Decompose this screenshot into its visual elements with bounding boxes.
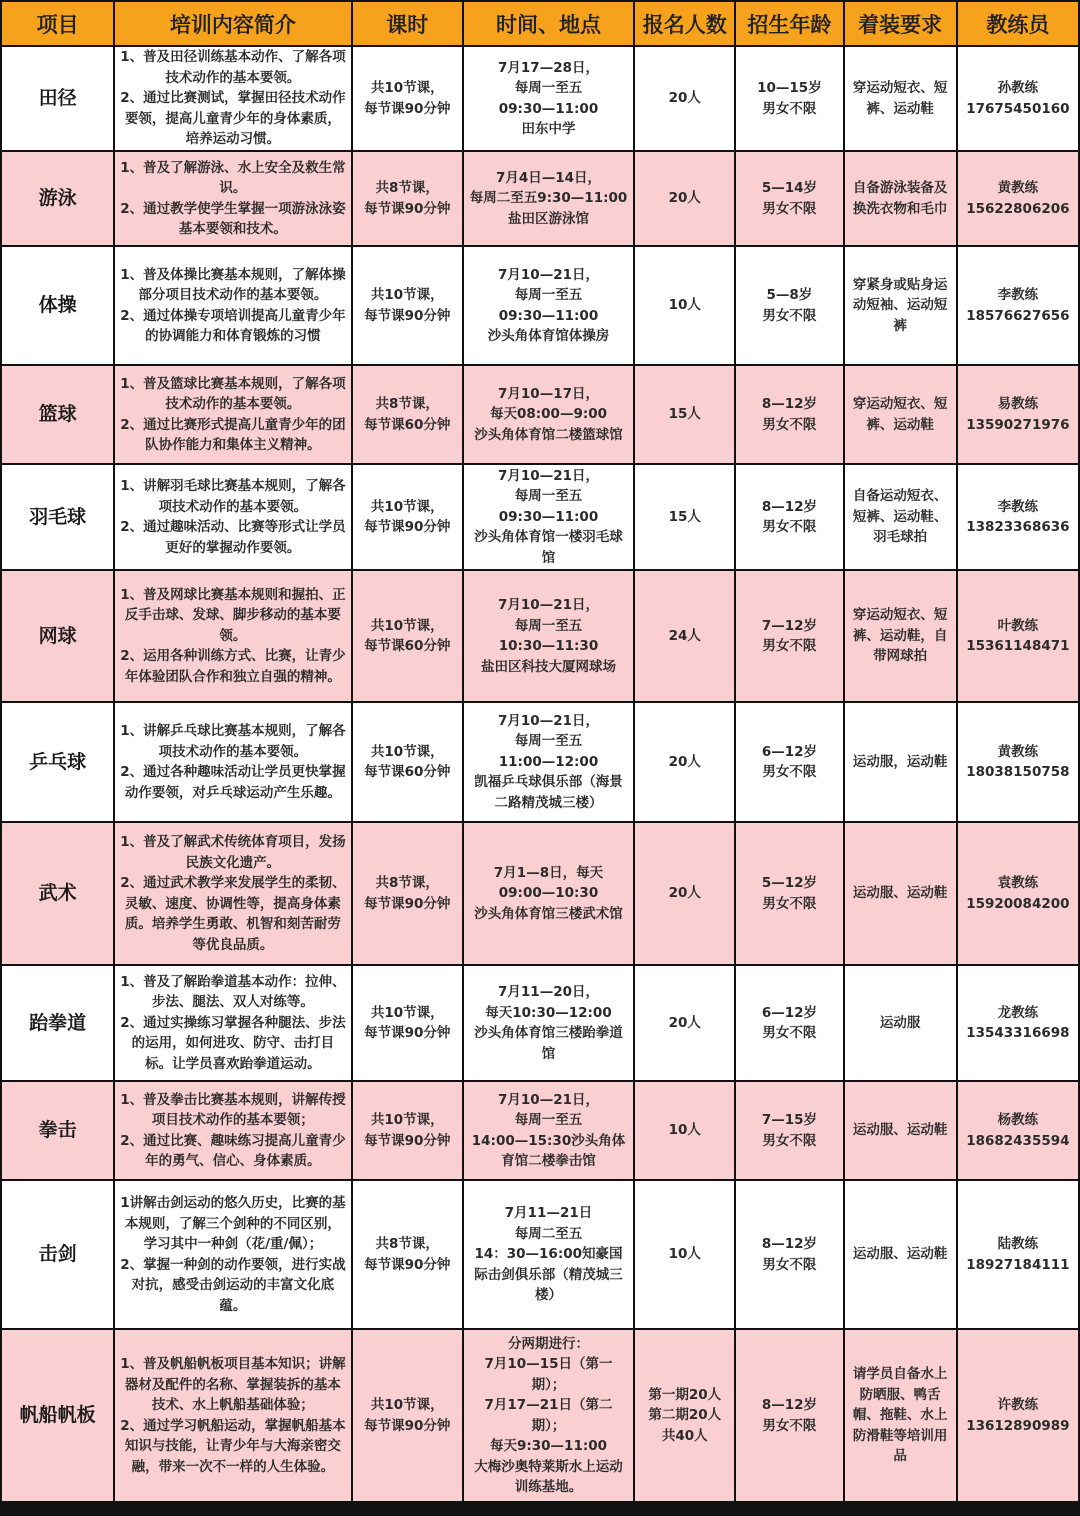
table-row (2, 1181, 1078, 1328)
coach-cell-line: 18038150758 (966, 764, 1070, 780)
time-place-cell-line: 沙头角体育馆二楼篮球馆 (474, 426, 623, 443)
enroll-cell (635, 703, 734, 821)
time-place-cell (464, 571, 633, 701)
time-place-cell (464, 465, 633, 569)
age-cell-line: 5—8岁 (766, 287, 813, 303)
project-cell: 游泳 (2, 152, 113, 245)
coach-cell-line: 黄教练 (997, 180, 1039, 196)
time-place-cell (464, 247, 633, 364)
time-place-cell (464, 703, 633, 821)
age-cell-line: 男女不限 (762, 100, 817, 117)
dress-cell (845, 366, 956, 463)
time-place-cell-line: 7月10—21日， (498, 597, 599, 613)
hours-cell (353, 366, 462, 463)
project-cell: 体操 (2, 247, 113, 364)
coach-cell-line: 18927184111 (966, 1256, 1070, 1273)
age-cell-line: 6—12岁 (761, 743, 818, 760)
enroll-cell (635, 152, 734, 245)
coach-cell (958, 152, 1078, 245)
time-place-cell (464, 1082, 633, 1179)
intro-cell-line: 1讲解击剑运动的悠久历史，比赛的基本规则，了解三个剑种的不同区别，学习其中一种剑（花/重/佩）； (120, 1195, 346, 1252)
header-hours: 课时 (353, 2, 462, 45)
hours-cell (353, 465, 462, 569)
project-cell: 乒乓球 (2, 703, 113, 821)
dress-cell (845, 152, 956, 245)
time-place-cell-line: 7月10—17日， (498, 385, 599, 402)
hours-cell-line: 共8节课， (375, 396, 439, 412)
dress-cell (845, 571, 956, 701)
time-place-cell-line: 7月17—21日（第二期）； (484, 1397, 613, 1434)
time-place-cell-line: 田东中学 (521, 121, 576, 137)
coach-cell-line: 杨教练 (997, 1112, 1039, 1128)
age-cell-line: 5—12岁 (761, 875, 818, 891)
time-place-cell (464, 366, 633, 463)
header-enroll: 报名人数 (635, 2, 734, 45)
enroll-cell-line: 第二期20人 (648, 1407, 722, 1424)
intro-cell-line: 2、掌握一种剑的动作要领，进行实战对抗，感受击剑运动的丰富文化底蕴。 (120, 1256, 346, 1314)
time-place-cell-line: 每周一至五 (514, 1112, 583, 1128)
age-cell (736, 703, 842, 821)
time-place-cell-line: 每天08:00—9:00 (489, 406, 608, 423)
coach-cell (958, 1181, 1078, 1328)
enroll-cell-line: 15人 (668, 406, 701, 423)
hours-cell (353, 1330, 462, 1501)
hours-cell-line: 共10节课， (370, 1112, 444, 1128)
coach-cell-line: 叶教练 (997, 617, 1039, 634)
intro-cell (115, 152, 350, 245)
intro-cell (115, 366, 350, 463)
coach-cell-line: 17675450160 (966, 100, 1070, 117)
time-place-cell-line: 大梅沙奥特莱斯水上运动训练基地。 (474, 1458, 623, 1495)
hours-cell (353, 47, 462, 150)
dress-cell-line: 运动服、运动鞋 (852, 885, 948, 902)
coach-cell-line: 15920084200 (966, 895, 1070, 912)
coach-cell-line: 13612890989 (966, 1417, 1070, 1434)
dress-cell (845, 1181, 956, 1328)
dress-cell-line: 穿运动短衣、短裤、运动鞋 (852, 396, 948, 433)
dress-cell-line: 穿紧身或贴身运动短袖、运动短裤 (852, 276, 948, 334)
intro-cell (115, 465, 350, 569)
project-cell: 拳击 (2, 1082, 113, 1179)
coach-cell-line: 龙教练 (997, 1004, 1039, 1021)
hours-cell-line: 共10节课， (370, 1397, 444, 1413)
intro-cell-line: 1、讲解乒乓球比赛基本规则，了解各项技术动作的基本要领。 (120, 723, 346, 760)
coach-cell-line: 18682435594 (966, 1132, 1070, 1149)
intro-cell-line: 1、普及了解跆拳道基本动作：拉伸、步法、腿法、双人对练等。 (120, 973, 346, 1011)
enroll-cell-line: 24人 (668, 627, 701, 644)
table-row (2, 152, 1078, 245)
intro-cell-line: 1、普及了解游泳、水上安全及救生常识。 (120, 159, 346, 196)
dress-cell (845, 703, 956, 821)
age-cell-line: 男女不限 (762, 1417, 817, 1434)
coach-cell (958, 247, 1078, 364)
intro-cell-line: 1、普及拳击比赛基本规则，讲解传授项目技术动作的基本要领； (120, 1091, 346, 1128)
age-cell-line: 8—12岁 (761, 1236, 818, 1252)
time-place-cell (464, 152, 633, 245)
hours-cell (353, 571, 462, 701)
time-place-cell-line: 沙头角体育馆三楼跆拳道馆 (474, 1025, 623, 1062)
coach-cell-line: 易教练 (997, 396, 1039, 412)
intro-cell-line: 2、通过实操练习掌握各种腿法、步法的运用，如何进攻、防守、击打目标。让学员喜欢跆拳道运动。 (120, 1014, 346, 1072)
hours-cell-line: 每节课90分钟 (364, 895, 451, 912)
time-place-cell-line: 每天9:30—11:00 (489, 1438, 608, 1454)
intro-cell-line: 2、通过武术教学来发展学生的柔韧、灵敏、速度、协调性等，提高身体素质。培养学生勇敢、机智和刻苦耐劳等优良品质。 (120, 875, 346, 953)
hours-cell-line: 共10节课， (370, 1004, 444, 1021)
header-intro: 培训内容简介 (115, 2, 350, 45)
project-cell: 篮球 (2, 366, 113, 463)
hours-cell-line: 共10节课， (370, 743, 444, 760)
intro-cell-line: 1、普及帆船帆板项目基本知识；讲解器材及配件的名称、掌握装拆的基本技术、水上帆船基础体验； (120, 1356, 346, 1413)
intro-cell-line: 2、运用各种训练方式、比赛，让青少年体验团队合作和独立自强的精神。 (120, 648, 346, 685)
coach-cell-line: 13590271976 (966, 416, 1070, 433)
time-place-cell (464, 47, 633, 150)
intro-cell-line: 1、讲解羽毛球比赛基本规则，了解各项技术动作的基本要领。 (120, 478, 346, 515)
enroll-cell-line: 20人 (668, 190, 701, 207)
time-place-cell-line: 每周一至五 (514, 733, 583, 750)
age-cell (736, 1330, 842, 1501)
coach-cell-line: 孙教练 (997, 80, 1039, 96)
age-cell-line: 男女不限 (762, 519, 817, 535)
hours-cell-line: 每节课90分钟 (364, 519, 451, 535)
coach-cell-line: 13823368636 (966, 519, 1070, 535)
age-cell-line: 8—12岁 (761, 1397, 818, 1413)
hours-cell-line: 每节课90分钟 (364, 1417, 451, 1434)
coach-cell (958, 966, 1078, 1080)
time-place-cell-line: 10:30—11:30 (498, 638, 599, 654)
intro-cell (115, 823, 350, 964)
age-cell (736, 1181, 842, 1328)
hours-cell (353, 152, 462, 245)
age-cell-line: 10—15岁 (757, 80, 822, 96)
time-place-cell-line: 09:00—10:30 (498, 885, 599, 902)
enroll-cell-line: 20人 (668, 885, 701, 902)
intro-cell (115, 1330, 350, 1501)
hours-cell (353, 247, 462, 364)
dress-cell (845, 247, 956, 364)
intro-cell (115, 1082, 350, 1179)
enroll-cell (635, 823, 734, 964)
age-cell (736, 366, 842, 463)
age-cell-line: 男女不限 (762, 638, 817, 654)
table-row (2, 366, 1078, 463)
hours-cell-line: 共10节课， (370, 80, 444, 96)
enroll-cell-line: 10人 (668, 297, 701, 314)
hours-cell-line: 每节课60分钟 (364, 764, 451, 780)
dress-cell-line: 运动服 (879, 1014, 921, 1031)
table-row (2, 47, 1078, 150)
dress-cell-line: 请学员自备水上防晒服、鸭舌帽、拖鞋、水上防滑鞋等培训用品 (852, 1366, 948, 1465)
time-place-cell-line: 09:30—11:00 (498, 307, 599, 324)
coach-cell-line: 陆教练 (997, 1236, 1039, 1252)
hours-cell (353, 966, 462, 1080)
age-cell (736, 152, 842, 245)
project-cell: 帆船帆板 (2, 1330, 113, 1501)
dress-cell (845, 47, 956, 150)
age-cell-line: 男女不限 (762, 1256, 817, 1273)
hours-cell-line: 共10节课， (370, 287, 444, 303)
hours-cell-line: 共10节课， (370, 617, 444, 634)
age-cell-line: 男女不限 (762, 416, 817, 433)
intro-cell-line: 2、通过学习帆船运动，掌握帆船基本知识与技能，让青少年与大海亲密交融，带来一次不一样的人生体验。 (120, 1417, 346, 1475)
header-coach: 教练员 (958, 2, 1078, 45)
dress-cell-line: 穿运动短衣、短裤、运动鞋 (852, 80, 948, 117)
time-place-cell-line: 盐田区科技大厦网球场 (481, 658, 616, 675)
enroll-cell-line: 10人 (668, 1122, 701, 1139)
table-body (2, 47, 1078, 1501)
age-cell-line: 8—12岁 (761, 498, 818, 515)
coach-cell-line: 15622806206 (966, 200, 1070, 217)
age-cell-line: 男女不限 (762, 200, 817, 217)
intro-cell (115, 703, 350, 821)
intro-cell-line: 1、普及网球比赛基本规则和握拍、正反手击球、发球、脚步移动的基本要领。 (120, 586, 346, 644)
enroll-cell (635, 966, 734, 1080)
coach-cell-line: 18576627656 (966, 307, 1070, 324)
coach-cell-line: 15361148471 (966, 638, 1070, 654)
hours-cell (353, 823, 462, 964)
coach-cell-line: 13543316698 (966, 1025, 1070, 1041)
enroll-cell (635, 1082, 734, 1179)
age-cell (736, 571, 842, 701)
coach-cell (958, 366, 1078, 463)
time-place-cell-line: 7月10—21日， (498, 266, 599, 283)
coach-cell (958, 465, 1078, 569)
age-cell-line: 男女不限 (762, 895, 817, 912)
enroll-cell (635, 1181, 734, 1328)
time-place-cell-line: 每周一至五 (514, 80, 583, 96)
hours-cell-line: 每节课90分钟 (364, 1025, 451, 1041)
hours-cell-line: 每节课60分钟 (364, 638, 451, 654)
time-place-cell-line: 沙头角体育馆三楼武术馆 (474, 905, 623, 922)
time-place-cell-line: 09:30—11:00 (498, 100, 599, 117)
time-place-cell-line: 7月10—21日， (498, 712, 599, 729)
intro-cell (115, 571, 350, 701)
time-place-cell-line: 7月10—21日， (498, 1091, 599, 1108)
intro-cell-line: 1、普及体操比赛基本规则，了解体操部分项目技术动作的基本要领。 (120, 266, 346, 303)
dress-cell-line: 穿运动短衣、短裤、运动鞋，自带网球拍 (852, 607, 948, 665)
coach-cell (958, 47, 1078, 150)
intro-cell (115, 247, 350, 364)
coach-cell (958, 1330, 1078, 1501)
hours-cell-line: 每节课90分钟 (364, 100, 451, 117)
coach-cell (958, 703, 1078, 821)
header-dress: 着装要求 (845, 2, 956, 45)
hours-cell-line: 共10节课， (370, 498, 444, 515)
time-place-cell (464, 966, 633, 1080)
age-cell (736, 47, 842, 150)
enroll-cell-line: 20人 (668, 753, 701, 770)
hours-cell-line: 每节课60分钟 (364, 416, 451, 433)
header-age: 招生年龄 (736, 2, 842, 45)
time-place-cell-line: 分两期进行： (508, 1335, 589, 1352)
age-cell-line: 男女不限 (762, 764, 817, 780)
time-place-cell-line: 7月4日—14日， (495, 169, 602, 186)
intro-cell-line: 2、通过教学使学生掌握一项游泳泳姿基本要领和技术。 (120, 200, 346, 237)
time-place-cell-line: 09:30—11:00 (498, 508, 599, 525)
table-row (2, 703, 1078, 821)
time-place-cell-line: 7月1—8日，每天 (493, 864, 604, 881)
enroll-cell-line: 15人 (668, 508, 701, 525)
time-place-cell-line: 沙头角体育馆体操房 (487, 328, 610, 344)
time-place-cell (464, 1181, 633, 1328)
enroll-cell-line: 共40人 (661, 1427, 708, 1444)
dress-cell (845, 966, 956, 1080)
header-time-place: 时间、地点 (464, 2, 633, 45)
coach-cell-line: 李教练 (997, 498, 1039, 515)
enroll-cell-line: 20人 (668, 90, 701, 107)
time-place-cell-line: 14：30—16:00知豪国际击剑俱乐部（精茂城三楼） (474, 1246, 623, 1304)
intro-cell-line: 2、通过比赛、趣味练习提高儿童青少年的勇气、信心、身体素质。 (120, 1132, 346, 1169)
project-cell: 跆拳道 (2, 966, 113, 1080)
time-place-cell-line: 盐田区游泳馆 (508, 210, 589, 227)
hours-cell (353, 703, 462, 821)
enroll-cell (635, 47, 734, 150)
intro-cell-line: 2、通过各种趣味活动让学员更快掌握动作要领，对乒乓球运动产生乐趣。 (120, 764, 346, 801)
dress-cell (845, 823, 956, 964)
dress-cell-line: 运动服、运动鞋 (852, 1122, 948, 1139)
age-cell-line: 8—12岁 (761, 396, 818, 412)
dress-cell-line: 自备运动短衣、短裤、运动鞋、羽毛球拍 (852, 488, 948, 546)
intro-cell-line: 1、普及篮球比赛基本规则，了解各项技术动作的基本要领。 (120, 375, 346, 412)
intro-cell-line: 2、通过比赛测试，掌握田径技术动作要领，提高儿童青少年的身体素质，培养运动习惯。 (120, 90, 346, 148)
project-cell: 羽毛球 (2, 465, 113, 569)
hours-cell-line: 每节课90分钟 (364, 200, 451, 217)
header-project: 项目 (2, 2, 113, 45)
age-cell-line: 7—12岁 (761, 617, 818, 634)
enroll-cell (635, 465, 734, 569)
hours-cell (353, 1181, 462, 1328)
intro-cell-line: 2、通过体操专项培训提高儿童青少年的协调能力和体育锻炼的习惯 (120, 307, 346, 344)
age-cell (736, 247, 842, 364)
enroll-cell (635, 1330, 734, 1501)
time-place-cell-line: 7月11—20日， (498, 984, 599, 1000)
time-place-cell-line: 7月10—15日（第一期）； (484, 1356, 613, 1393)
enroll-cell (635, 571, 734, 701)
age-cell (736, 823, 842, 964)
table-row (2, 571, 1078, 701)
project-cell: 网球 (2, 571, 113, 701)
time-place-cell-line: 14:00—15:30沙头角体育馆二楼拳击馆 (471, 1132, 626, 1169)
age-cell (736, 465, 842, 569)
dress-cell (845, 465, 956, 569)
age-cell-line: 7—15岁 (761, 1112, 818, 1128)
enroll-cell (635, 366, 734, 463)
hours-cell-line: 共8节课， (375, 180, 439, 196)
coach-cell-line: 许教练 (997, 1397, 1039, 1413)
hours-cell-line: 每节课90分钟 (364, 307, 451, 324)
table-row (2, 465, 1078, 569)
dress-cell-line: 自备游泳装备及换洗衣物和毛巾 (852, 180, 948, 217)
enroll-cell-line: 第一期20人 (648, 1386, 722, 1403)
intro-cell-line: 2、通过趣味活动、比赛等形式让学员更好的掌握动作要领。 (120, 519, 346, 556)
time-place-cell-line: 每周二至五 (514, 1225, 583, 1242)
hours-cell-line: 共8节课， (375, 1236, 439, 1252)
time-place-cell-line: 沙头角体育馆一楼羽毛球馆 (474, 529, 623, 566)
dress-cell-line: 运动服、运动鞋 (852, 1246, 948, 1263)
coach-cell-line: 李教练 (997, 287, 1039, 303)
age-cell (736, 1082, 842, 1179)
dress-cell (845, 1082, 956, 1179)
coach-cell-line: 袁教练 (997, 875, 1039, 891)
coach-cell (958, 823, 1078, 964)
hours-cell-line: 每节课90分钟 (364, 1256, 451, 1273)
enroll-cell (635, 247, 734, 364)
coach-cell (958, 1082, 1078, 1179)
intro-cell (115, 47, 350, 150)
age-cell-line: 男女不限 (762, 1132, 817, 1149)
intro-cell-line: 2、通过比赛形式提高儿童青少年的团队协作能力和集体主义精神。 (120, 416, 346, 453)
age-cell-line: 男女不限 (762, 307, 817, 324)
age-cell-line: 6—12岁 (761, 1004, 818, 1021)
project-cell: 武术 (2, 823, 113, 964)
dress-cell (845, 1330, 956, 1501)
hours-cell (353, 1082, 462, 1179)
hours-cell-line: 共8节课， (375, 875, 439, 891)
coach-cell (958, 571, 1078, 701)
age-cell (736, 966, 842, 1080)
dress-cell-line: 运动服，运动鞋 (852, 753, 948, 770)
table-row (2, 1082, 1078, 1179)
time-place-cell-line: 凯福乒乓球俱乐部（海景二路精茂城三楼） (474, 774, 623, 811)
coach-cell-line: 黄教练 (997, 743, 1039, 760)
table-row (2, 247, 1078, 364)
time-place-cell-line: 11:00—12:00 (498, 753, 599, 770)
table-row (2, 1330, 1078, 1501)
time-place-cell-line: 每周二至五9:30—11:00 (469, 190, 628, 207)
hours-cell-line: 每节课90分钟 (364, 1132, 451, 1149)
intro-cell-line: 1、普及了解武术传统体育项目，发扬民族文化遗产。 (120, 834, 346, 871)
age-cell-line: 男女不限 (762, 1025, 817, 1041)
intro-cell (115, 966, 350, 1080)
time-place-cell-line: 7月10—21日， (498, 467, 599, 484)
time-place-cell (464, 1330, 633, 1501)
header-row (2, 2, 1078, 45)
time-place-cell (464, 823, 633, 964)
project-cell: 击剑 (2, 1181, 113, 1328)
table-row (2, 823, 1078, 964)
project-cell: 田径 (2, 47, 113, 150)
table-row (2, 966, 1078, 1080)
time-place-cell-line: 7月17—28日， (498, 59, 599, 76)
intro-cell (115, 1181, 350, 1328)
time-place-cell-line: 每周一至五 (514, 617, 583, 634)
time-place-cell-line: 7月11—21日 (504, 1205, 593, 1222)
enroll-cell-line: 10人 (668, 1246, 701, 1263)
time-place-cell-line: 每周一至五 (514, 287, 583, 303)
intro-cell-line: 1、普及田径训练基本动作、了解各项技术动作的基本要领。 (120, 49, 346, 86)
enroll-cell-line: 20人 (668, 1014, 701, 1031)
age-cell-line: 5—14岁 (761, 180, 818, 196)
time-place-cell-line: 每周一至五 (514, 488, 583, 505)
time-place-cell-line: 每天10:30—12:00 (485, 1004, 612, 1021)
